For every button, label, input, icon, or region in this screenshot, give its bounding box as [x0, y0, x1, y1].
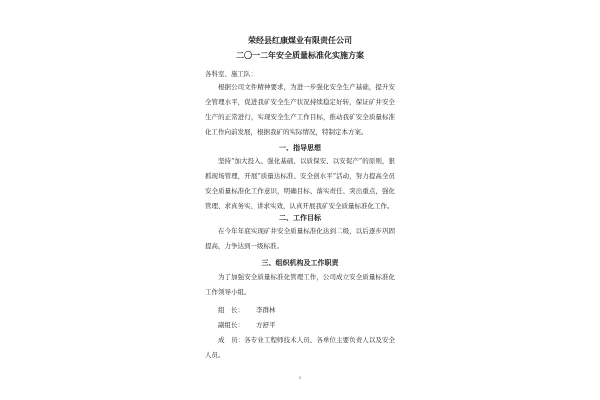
section-heading-guiding-ideology: 一、指导思想: [279, 143, 321, 152]
section-heading-organization: 三、组织机构及工作职责: [261, 258, 339, 267]
company-name: 荣经县红康煤业有限责任公司: [248, 35, 352, 45]
leader-name: 李群林: [256, 306, 276, 314]
leader-line: [218, 306, 276, 315]
work-goals-paragraph: 在今年年底实现矿井安全质量标准化达到二级，以后逐步巩固提高，力争达到一级标准。: [205, 227, 395, 250]
document-title: 二〇一二年安全质量标准化实施方案: [236, 50, 364, 60]
intro-paragraph: 根据公司文件精神要求，为进一步强化安全生产基础，提升安全管理水平，促进我矿安全生产状况持续稳定好转，保证矿井安全生产的正常进行，实现安全生产工作目标，推动我矿安全质量标准化工作向前发展，根据我矿的实际情况，特制定本方案。: [205, 83, 395, 136]
deputy-leader-line: [218, 321, 276, 330]
section-heading-work-goals: 二、工作目标: [279, 213, 321, 222]
guiding-ideology-paragraph: 坚持“加大投入、强化基础、以质保安、以安促产”的原则，狠抓现场管理，开展“质量达标准、安全创水平”活动，努力提高全员安全质量标准化工作意识，明确目标、落实责任、突出重点，强化管理、求真务实、讲求实效，认真开展我矿安全质量标准化工作。: [205, 157, 395, 210]
salutation: 各科室、施工队：: [205, 70, 257, 78]
deputy-leader-name: 方舒平: [256, 321, 276, 329]
deputy-leader-role: 副组长：: [218, 321, 244, 329]
page-number: 1: [298, 375, 302, 380]
leader-role: 组 长：: [218, 306, 244, 314]
organization-paragraph: 为了加强安全质量标准化管理工作，公司成立安全质量标准化工作领导小组。: [205, 273, 395, 296]
members-paragraph: 成 员：各专业工程师技术人员、各单位主要负责人以及安全人员。: [205, 336, 395, 359]
